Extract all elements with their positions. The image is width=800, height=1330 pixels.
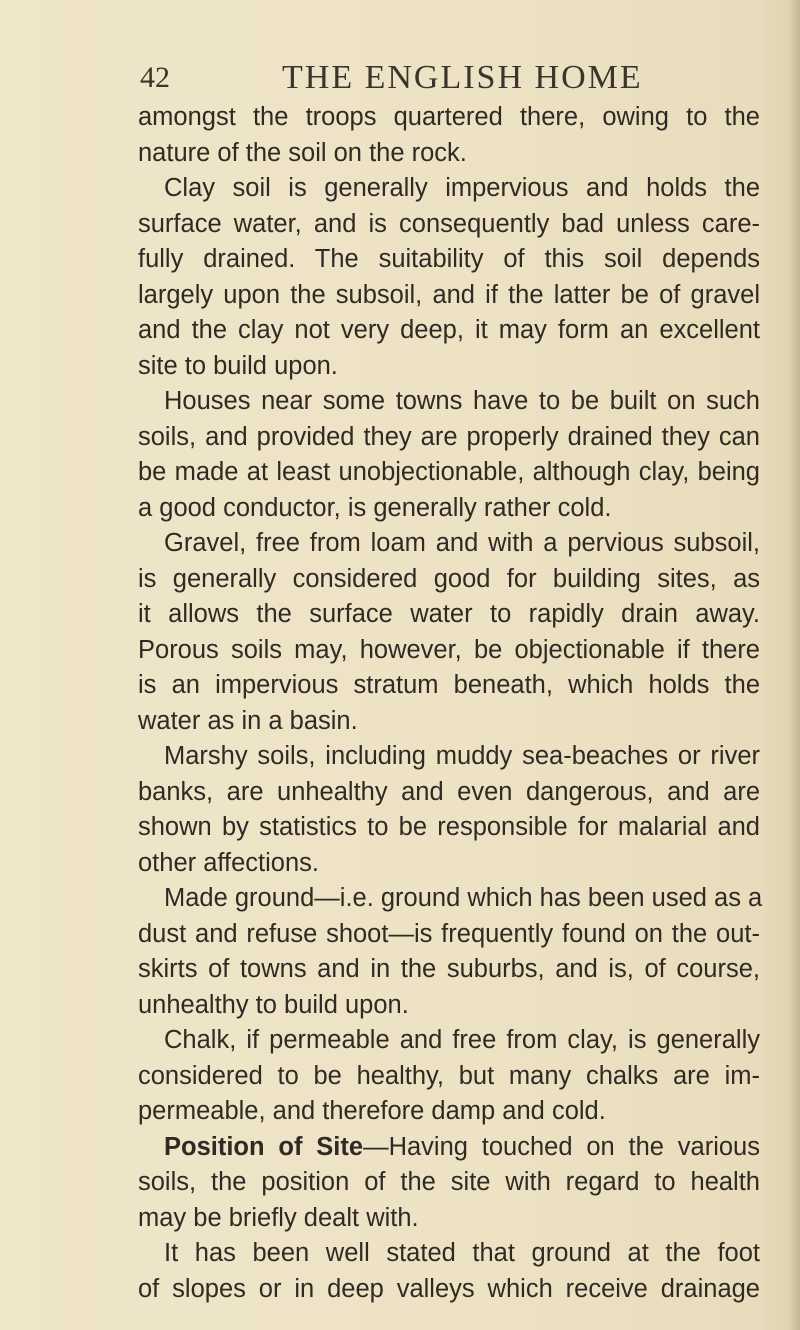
text-line: Made ground—i.e. ground which has been used as a xyxy=(164,884,763,912)
section-heading: Position of Site xyxy=(164,1132,364,1161)
text-line: may be briefly dealt with. xyxy=(138,1203,419,1232)
text-line: permeable, and therefore damp and cold. xyxy=(138,1097,606,1125)
text-line: fully drained. The suitability of this soil depends xyxy=(138,245,760,273)
text-line: soils, and provided they are properly drained they can xyxy=(138,422,760,451)
text-line: other affections. xyxy=(138,848,319,877)
text-line: banks, are unhealthy and even dangerous, and are xyxy=(138,777,760,806)
running-head: THE ENGLISH HOME xyxy=(282,59,643,96)
text-line: unhealthy to build upon. xyxy=(138,990,409,1019)
text-line: shown by statistics to be responsible for malarial and xyxy=(138,813,760,841)
text-line: it allows the surface water to rapidly drain away. xyxy=(138,600,760,628)
text-line: surface water, and is consequently bad unless care- xyxy=(138,209,760,238)
text-line: a good conductor, is generally rather cold. xyxy=(138,493,612,522)
text-line: water as in a basin. xyxy=(138,706,358,735)
page-header xyxy=(140,56,740,100)
text-line: amongst the troops quartered there, owing to the xyxy=(138,103,760,131)
text-line: considered to be healthy, but many chalks are im- xyxy=(138,1061,760,1090)
text-line: nature of the soil on the rock. xyxy=(138,138,467,167)
section-heading-line xyxy=(138,1130,760,1166)
text-line: be made at least unobjectionable, although clay, being xyxy=(138,458,760,486)
body-text xyxy=(138,100,763,1307)
text-line: largely upon the subsoil, and if the latter be of gravel xyxy=(138,280,760,309)
page-number: 42 xyxy=(140,61,170,94)
text-line: dust and refuse shoot—is frequently found on the out- xyxy=(138,919,760,948)
text-line: is an impervious stratum beneath, which holds the xyxy=(138,671,760,699)
text-line: soils, the position of the site with regard to health xyxy=(138,1168,760,1196)
text-line: and the clay not very deep, it may form an excellent xyxy=(138,316,760,344)
page-edge-shadow xyxy=(788,0,800,1330)
text-line: Clay soil is generally impervious and holds the xyxy=(164,174,760,202)
text-line: Marshy soils, including muddy sea-beaches or river xyxy=(164,742,760,770)
text-line: of slopes or in deep valleys which receive drainage xyxy=(138,1274,760,1303)
text-line: skirts of towns and in the suburbs, and is, of course, xyxy=(138,955,760,983)
text-line: is generally considered good for building sites, as xyxy=(138,564,760,593)
text-line: site to build upon. xyxy=(138,351,338,380)
text-line-continuation: —Having touched on the various xyxy=(363,1132,760,1161)
text-line: Gravel, free from loam and with a pervious subsoil, xyxy=(164,529,760,557)
text-line: Houses near some towns have to be built on such xyxy=(164,387,760,415)
text-line: Chalk, if permeable and free from clay, is generally xyxy=(164,1026,760,1054)
text-line: Porous soils may, however, be objectionable if there xyxy=(138,635,760,664)
text-line: It has been well stated that ground at the foot xyxy=(164,1239,760,1267)
